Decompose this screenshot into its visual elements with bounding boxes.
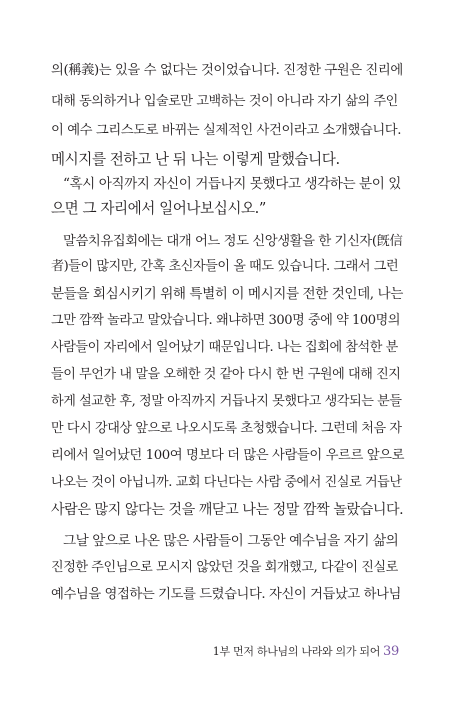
text-line: 예수님을 영접하는 기도를 드렸습니다. 자신이 거듭났고 하나님 [51,587,401,602]
text-line: 하게 설교한 후, 정말 아직까지 거듭나지 못했다고 생각되는 분들 [51,394,402,409]
quote-line: “혹시 아직까지 자신이 거듭나지 못했다고 생각하는 분이 있 [63,176,401,192]
text-line: 그만 깜짝 놀라고 말았습니다. 왜냐하면 300명 중에 약 100명의 [51,313,401,328]
page-number: 39 [383,644,399,659]
text-line: 사람들이 자리에서 일어났기 때문입니다. 나는 집회에 참석한 분 [51,340,398,355]
text-line: 만 다시 강대상 앞으로 나오시도록 초청했습니다. 그런데 처음 자 [51,421,402,436]
text-line: 메시지를 전하고 난 뒤 나는 이렇게 말했습니다. [51,151,340,168]
text-line: 者)들이 많지만, 간혹 초신자들이 올 때도 있습니다. 그래서 그런 [51,259,399,274]
text-line: 분들을 회심시키기 위해 특별히 이 메시지를 전한 것인데, 나는 [51,286,403,302]
text-line: 진정한 주인님으로 모시지 않았던 것을 회개했고, 다같이 진실로 [51,560,398,575]
running-title: 1부 먼저 하나님의 나라와 의가 되어 [212,645,381,658]
text-line: 사람은 많지 않다는 것을 깨닫고 나는 정말 깜짝 놀랐습니다. [51,502,404,518]
text-line: 대해 동의하거나 입술로만 고백하는 것이 아니라 자기 삶의 주인 [51,94,398,109]
text-line: 들이 무언가 내 말을 오해한 것 같아 다시 한 번 구원에 대해 진지 [51,367,401,382]
paragraph-first-line: 그날 앞으로 나온 많은 사람들이 그동안 예수님을 자기 삶의 [63,533,399,549]
text-line: 나오는 것이 아닙니까. 교회 다닌다는 사람 중에서 진실로 거듭난 [51,475,402,490]
text-line: 의(稱義)는 있을 수 없다는 것이었습니다. 진정한 구원은 진리에 [51,63,403,78]
paragraph-first-line: 말씀치유집회에는 대개 어느 정도 신앙생활을 한 기신자(旣信 [63,234,403,249]
text-line: 이 예수 그리스도로 바뀌는 실제적인 사건이라고 소개했습니다. [51,123,401,138]
page-footer [213,645,399,659]
quote-line: 으면 그 자리에서 일어나보십시오.” [51,200,266,217]
text-line: 리에서 일어났던 100여 명보다 더 많은 사람들이 우르르 앞으로 [51,448,405,463]
